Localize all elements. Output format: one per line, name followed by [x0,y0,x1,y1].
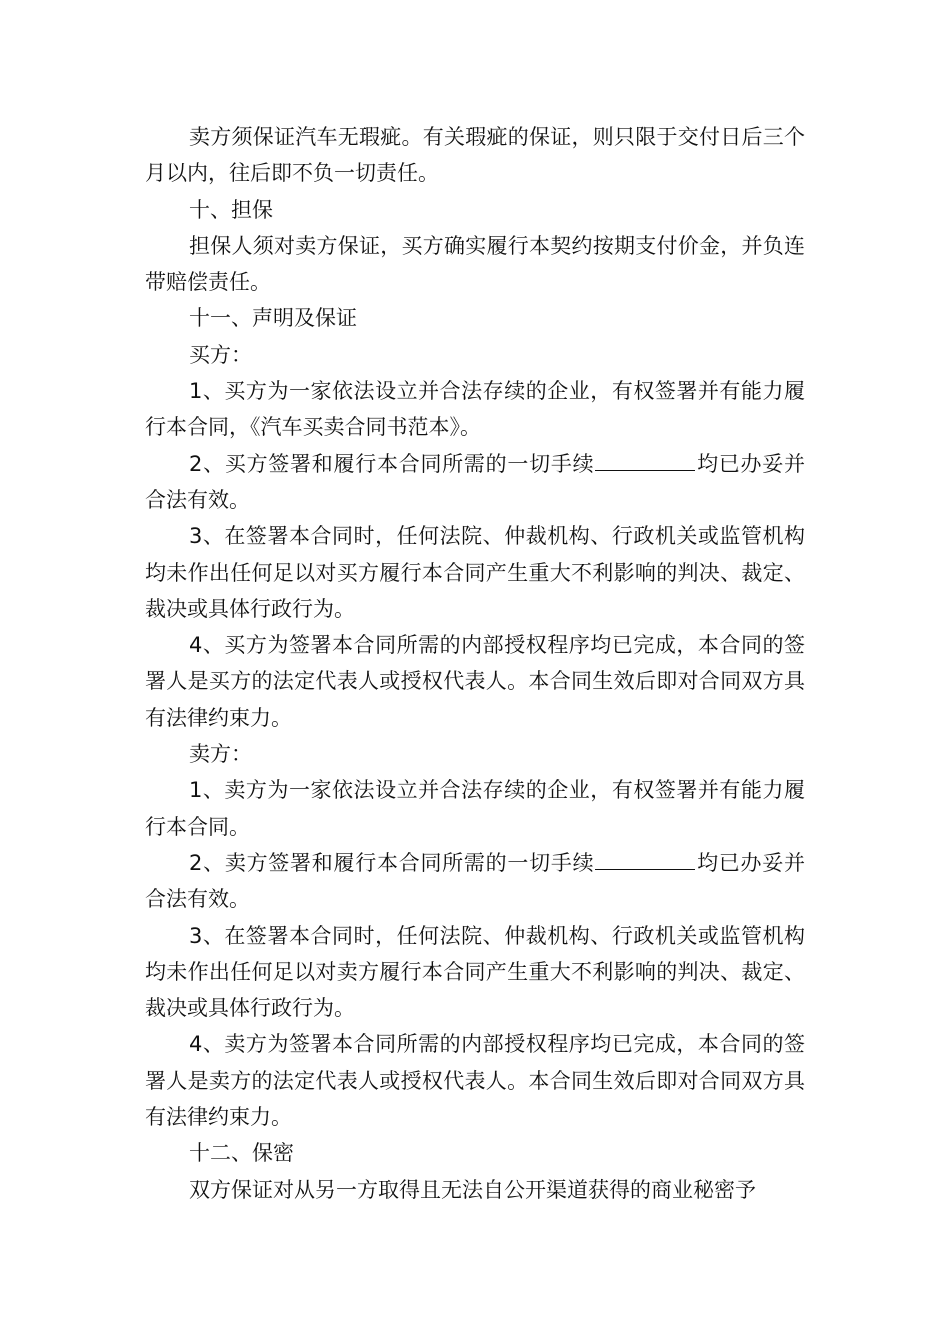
guarantee-paragraph: 担保人须对卖方保证，买方确实履行本契约按期支付价金，并负连带赔偿责任。 [145,233,805,295]
seller-clause-1: 1、卖方为一家依法设立并合法存续的企业，有权签署并有能力履行本合同。 [145,778,805,839]
buyer-clause-2 [145,446,805,519]
buyer-clause-1: 1、买方为一家依法设立并合法存续的企业，有权签署并有能力履行本合同，《汽车买卖合同书范本》。 [145,379,805,440]
document-page [145,119,805,1208]
seller-clause-2 [145,845,805,918]
seller-clause-3: 3、在签署本合同时，任何法院、仲裁机构、行政机关或监管机构均未作出任何足以对卖方履行本合同产生重大不利影响的判决、裁定、裁决或具体行政行为。 [145,923,805,1021]
section-heading-guarantee: 十、担保 [189,197,273,222]
seller-label: 卖方： [189,742,252,767]
seller-clause-4: 4、卖方为签署本合同所需的内部授权程序均已完成，本合同的签署人是卖方的法定代表人或授权代表人。本合同生效后即对合同双方具有法律约束力。 [145,1032,805,1130]
fill-in-blank [595,449,695,471]
seller-clause-2-start: 2、卖方签署和履行本合同所需的一切手续 [189,850,595,875]
confidentiality-paragraph: 双方保证对从另一方取得且无法自公开渠道获得的商业秘密予 [189,1177,756,1202]
buyer-clause-2-end: 均已办妥并合法有效。 [145,451,806,512]
seller-clause-2-end: 均已办妥并合法有效。 [145,850,806,912]
buyer-label: 买方： [189,342,252,367]
section-heading-confidentiality: 十二、保密 [189,1141,294,1166]
warranty-paragraph: 卖方须保证汽车无瑕疵。有关瑕疵的保证，则只限于交付日后三个月以内，往后即不负一切责任。 [145,125,805,186]
section-heading-representations: 十一、声明及保证 [189,306,357,331]
fill-in-blank [595,848,695,870]
buyer-clause-4: 4、买方为签署本合同所需的内部授权程序均已完成，本合同的签署人是买方的法定代表人或授权代表人。本合同生效后即对合同双方具有法律约束力。 [145,633,805,730]
buyer-clause-2-start: 2、买方签署和履行本合同所需的一切手续 [189,451,595,476]
buyer-clause-3: 3、在签署本合同时，任何法院、仲裁机构、行政机关或监管机构均未作出任何足以对买方履行本合同产生重大不利影响的判决、裁定、裁决或具体行政行为。 [145,524,805,621]
